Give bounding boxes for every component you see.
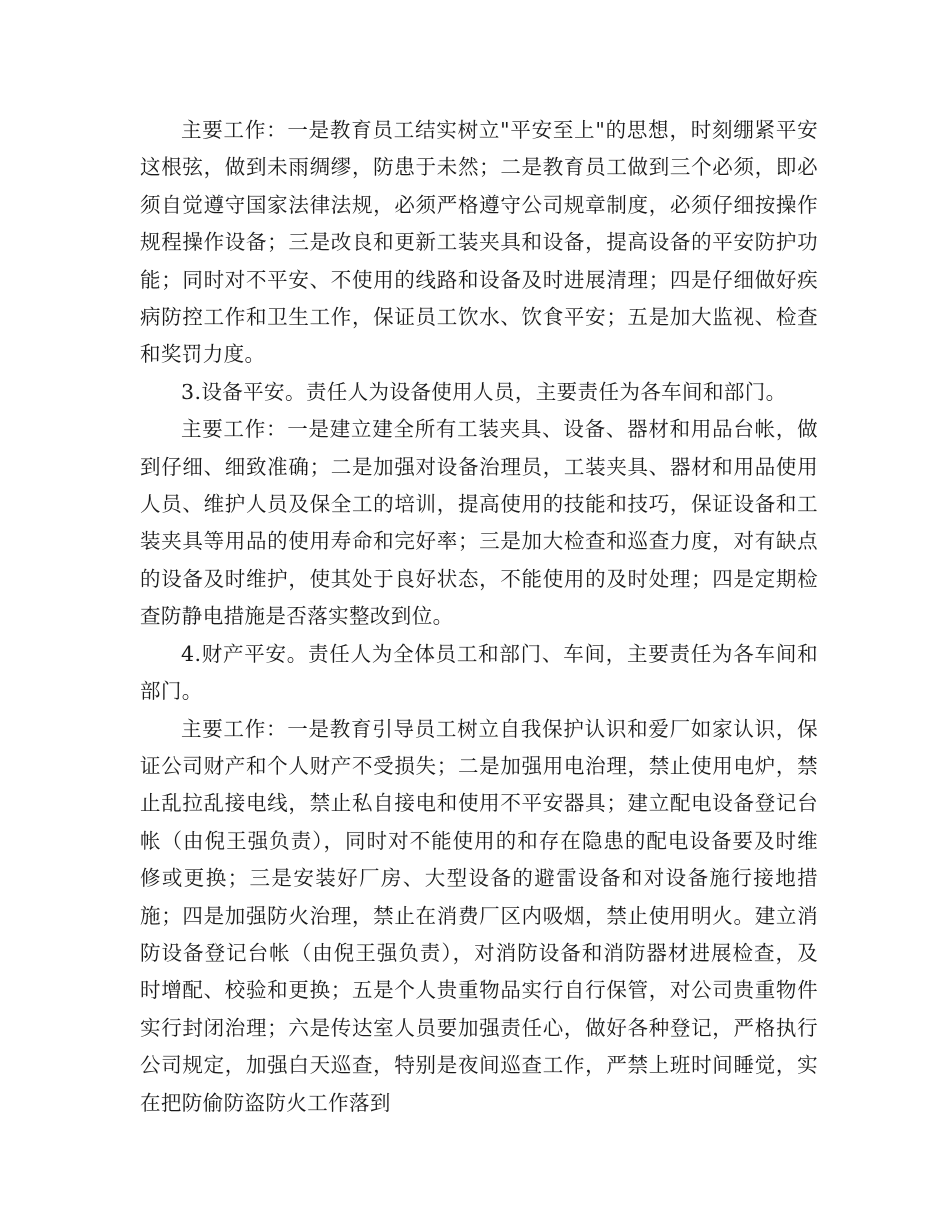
- paragraph-main-work-property: 主要工作：一是教育引导员工树立自我保护认识和爱厂如家认识，保证公司财产和个人财产不受损失；二是加强用电治理，禁止使用电炉，禁止乱拉乱接电线，禁止私自接电和使用不平安器具；建立配电设备登记台帐（由倪王强负责），同时对不能使用的和存在隐患的配电设备要及时维修或更换；三是安装好厂房、大型设备的避雷设备和对设备施行接地措施；四是加强防火治理，禁止在消费厂区内吸烟，禁止使用明火。建立消防设备登记台帐（由倪王强负责），对消防设备和消防器材进展检查，及时增配、校验和更换；五是个人贵重物品实行自行保管，对公司贵重物件实行封闭治理；六是传达室人员要加强责任心，做好各种登记，严格执行公司规定，加强白天巡查，特别是夜间巡查工作，严禁上班时间睡觉，实在把防偷防盗防火工作落到: [140, 716, 818, 1115]
- paragraph-equipment-safety-heading: 3.设备平安。责任人为设备使用人员，主要责任为各车间和部门。: [181, 379, 787, 404]
- paragraph-main-work-equipment: 主要工作：一是建立建全所有工装夹具、设备、器材和用品台帐，做到仔细、细致准确；二是加强对设备治理员，工装夹具、器材和用品使用人员、维护人员及保全工的培训，提高使用的技能和技巧，保证设备和工装夹具等用品的使用寿命和完好率；三是加大检查和巡查力度，对有缺点的设备及时维护，使其处于良好状态，不能使用的及时处理；四是定期检查防静电措施是否落实整改到位。: [140, 417, 818, 629]
- paragraph-property-safety-heading: 4.财产平安。责任人为全体员工和部门、车间，主要责任为各车间和部门。: [140, 641, 818, 704]
- document-body: [140, 112, 818, 1122]
- paragraph-main-work-safety-education: 主要工作：一是教育员工结实树立"平安至上"的思想，时刻绷紧平安这根弦，做到未雨绸缪，防患于未然；二是教育员工做到三个必须，即必须自觉遵守国家法律法规，必须严格遵守公司规章制度，必须仔细按操作规程操作设备；三是改良和更新工装夹具和设备，提高设备的平安防护功能；同时对不平安、不使用的线路和设备及时进展清理；四是仔细做好疾病防控工作和卫生工作，保证员工饮水、饮食平安；五是加大监视、检查和奖罚力度。: [140, 118, 818, 367]
